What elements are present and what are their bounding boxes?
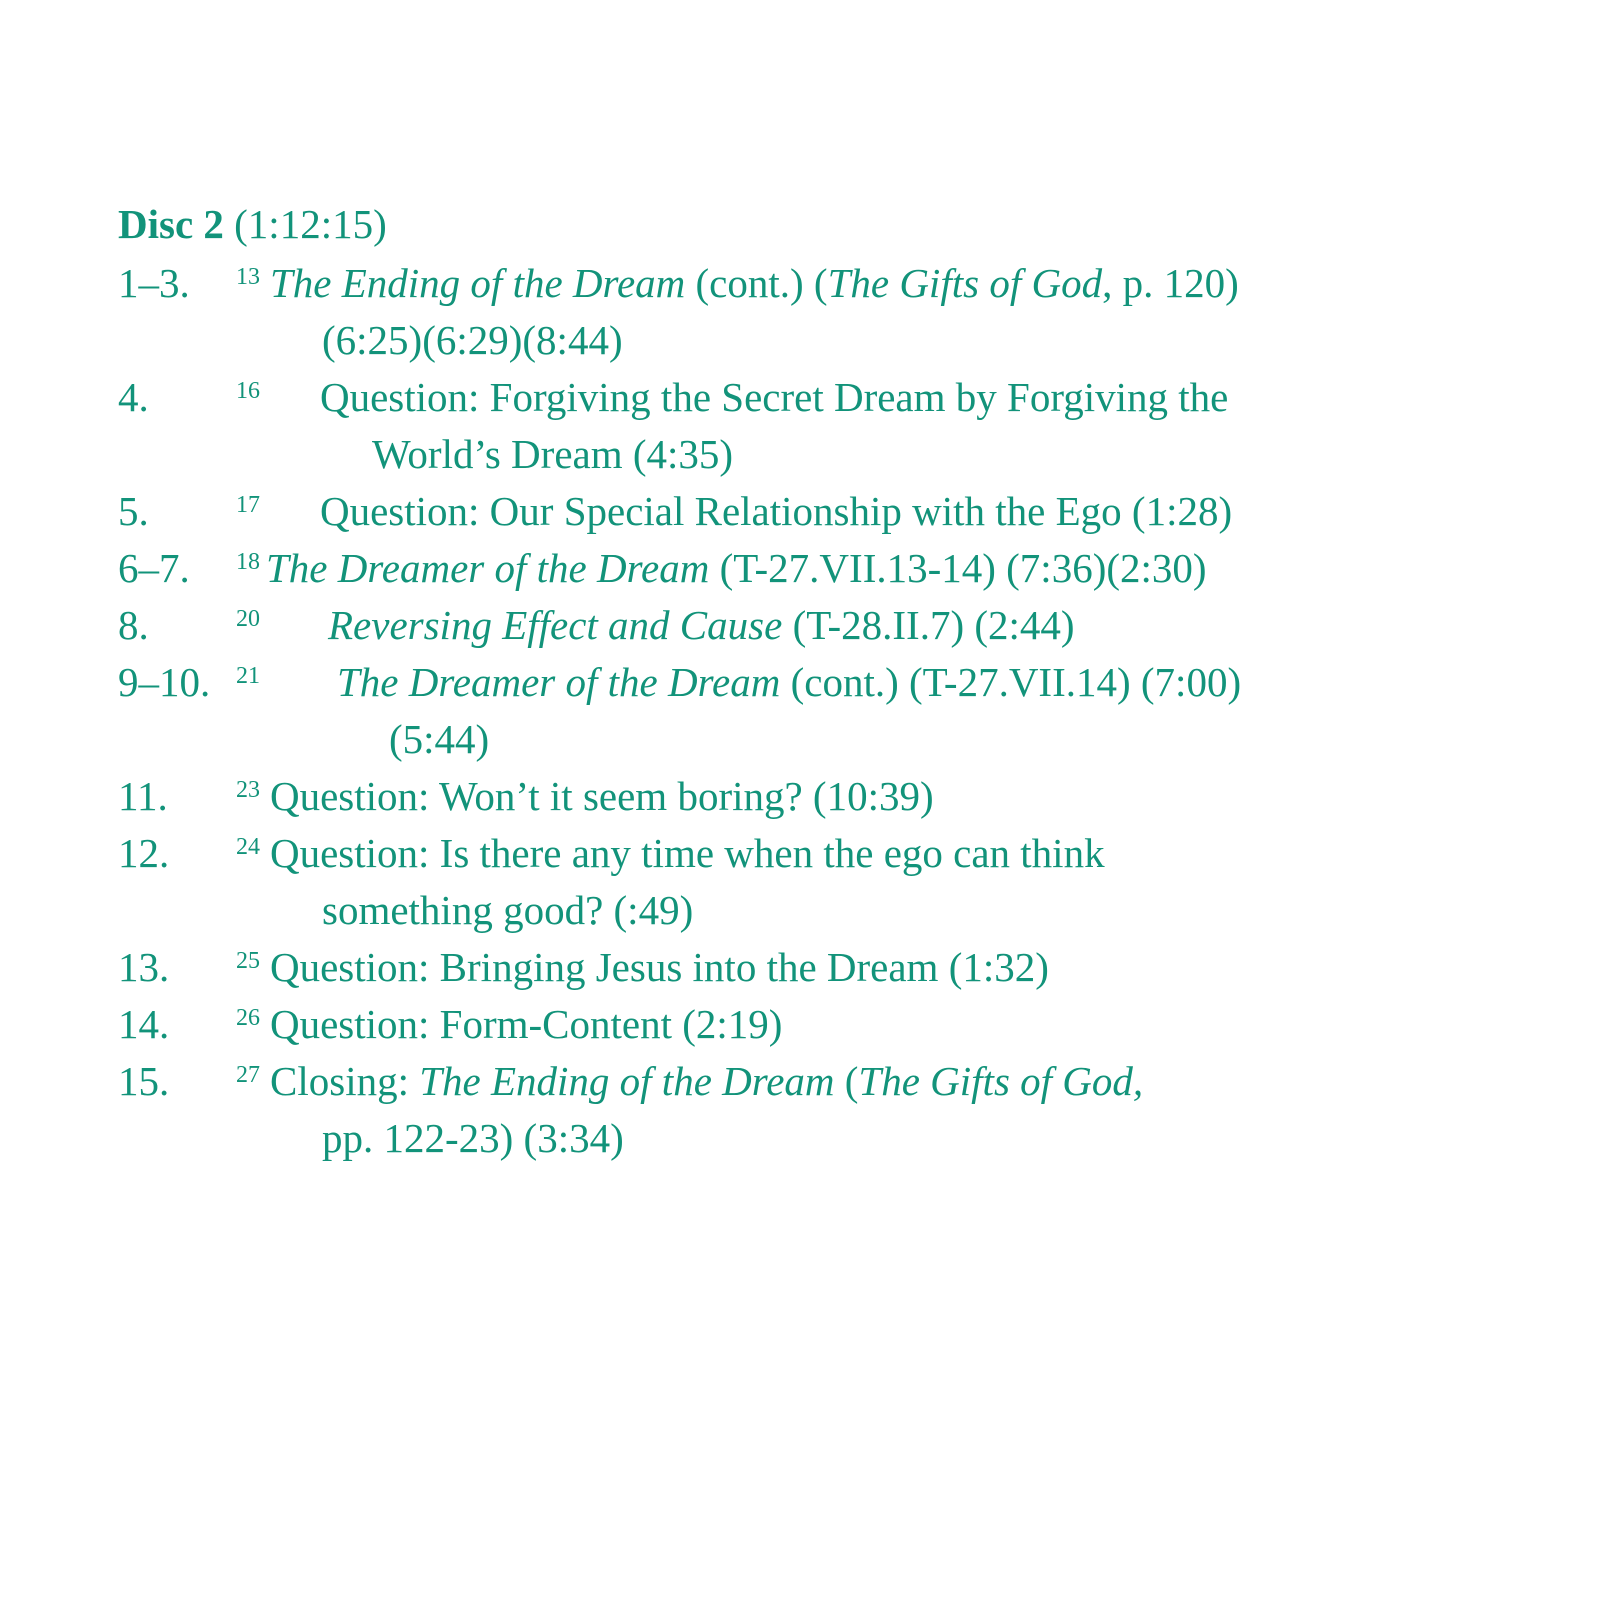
track-title-rest: (T-28.II.7) (2:44)	[782, 602, 1075, 648]
track-entry	[118, 483, 1480, 540]
track-entry	[118, 825, 1480, 939]
footnote-marker: 25	[236, 948, 260, 974]
track-entry	[118, 768, 1480, 825]
footnote-marker: 16	[236, 378, 260, 404]
footnote-marker: 27	[236, 1062, 260, 1088]
track-title	[320, 369, 1480, 483]
track-title: Question: Form-Content (2:19)	[270, 1001, 783, 1047]
track-times: (6:25)(6:29)(8:44)	[322, 317, 623, 363]
footnote-marker: 26	[236, 1005, 260, 1031]
track-number: 12.	[118, 830, 170, 876]
track-number: 1–3.	[118, 260, 190, 306]
track-title-line1: Question: Forgiving the Secret Dream by Forgiving the	[320, 374, 1229, 420]
track-number: 6–7.	[118, 545, 190, 591]
track-number: 8.	[118, 602, 149, 648]
footnote-marker: 20	[236, 606, 260, 632]
footnote-marker: 13	[236, 264, 260, 290]
track-entry	[118, 255, 1480, 369]
track-number: 11.	[118, 773, 168, 819]
track-entry	[118, 939, 1480, 996]
track-number: 15.	[118, 1058, 170, 1104]
footnote-marker: 18	[236, 549, 260, 575]
track-source-pages: pp. 122-23) (3:34)	[322, 1115, 624, 1161]
track-title-plain: Closing:	[270, 1058, 420, 1104]
footnote-marker: 17	[236, 492, 260, 518]
disc-duration: (1:12:15)	[234, 201, 387, 247]
track-source-italic: The Gifts of God,	[858, 1058, 1144, 1104]
track-title-italic: Reversing Effect and Cause	[328, 602, 783, 648]
track-title-line2: World’s Dream (4:35)	[372, 431, 734, 477]
footnote-marker: 23	[236, 777, 260, 803]
track-title: Question: Bringing Jesus into the Dream (1:32)	[270, 944, 1049, 990]
track-title-italic: The Ending of the Dream	[270, 260, 686, 306]
track-list	[118, 255, 1480, 1167]
track-entry	[118, 597, 1480, 654]
track-entry	[118, 540, 1480, 597]
track-entry	[118, 654, 1480, 768]
track-title-line2: something good? (:49)	[322, 887, 694, 933]
track-number: 5.	[118, 488, 149, 534]
track-title	[270, 1053, 1480, 1167]
track-title-italic: The Dreamer of the Dream	[337, 659, 781, 705]
footnote-marker: 21	[236, 663, 260, 689]
track-entry	[118, 996, 1480, 1053]
track-title: Question: Our Special Relationship with the Ego (1:28)	[320, 488, 1233, 534]
track-title	[337, 654, 1480, 768]
track-title	[270, 255, 1480, 369]
track-title	[270, 825, 1480, 939]
track-title	[328, 597, 1480, 654]
track-entry	[118, 369, 1480, 483]
footnote-marker: 24	[236, 834, 260, 860]
track-title-rest: (cont.) (T-27.VII.14) (7:00)	[780, 659, 1242, 705]
track-entry	[118, 1053, 1480, 1167]
track-title-italic: The Dreamer of the Dream	[266, 545, 710, 591]
track-title-italic: The Ending of the Dream	[419, 1058, 835, 1104]
track-number: 9–10.	[118, 659, 211, 705]
disc-label: Disc 2	[118, 201, 224, 247]
track-source-rest: , p. 120)	[1102, 260, 1239, 306]
track-number: 14.	[118, 1001, 170, 1047]
track-title-rest: (T-27.VII.13-14) (7:36)(2:30)	[709, 545, 1207, 591]
track-number: 13.	[118, 944, 170, 990]
track-title-rest: (	[834, 1058, 859, 1104]
track-number: 4.	[118, 374, 149, 420]
track-source-italic: The Gifts of God	[827, 260, 1103, 306]
track-title	[266, 540, 1480, 597]
track-title-rest: (cont.) (	[685, 260, 828, 306]
track-title-line1: Question: Is there any time when the ego can think	[270, 830, 1105, 876]
disc-header	[118, 195, 1480, 253]
track-times: (5:44)	[389, 716, 490, 762]
track-title: Question: Won’t it seem boring? (10:39)	[270, 773, 934, 819]
